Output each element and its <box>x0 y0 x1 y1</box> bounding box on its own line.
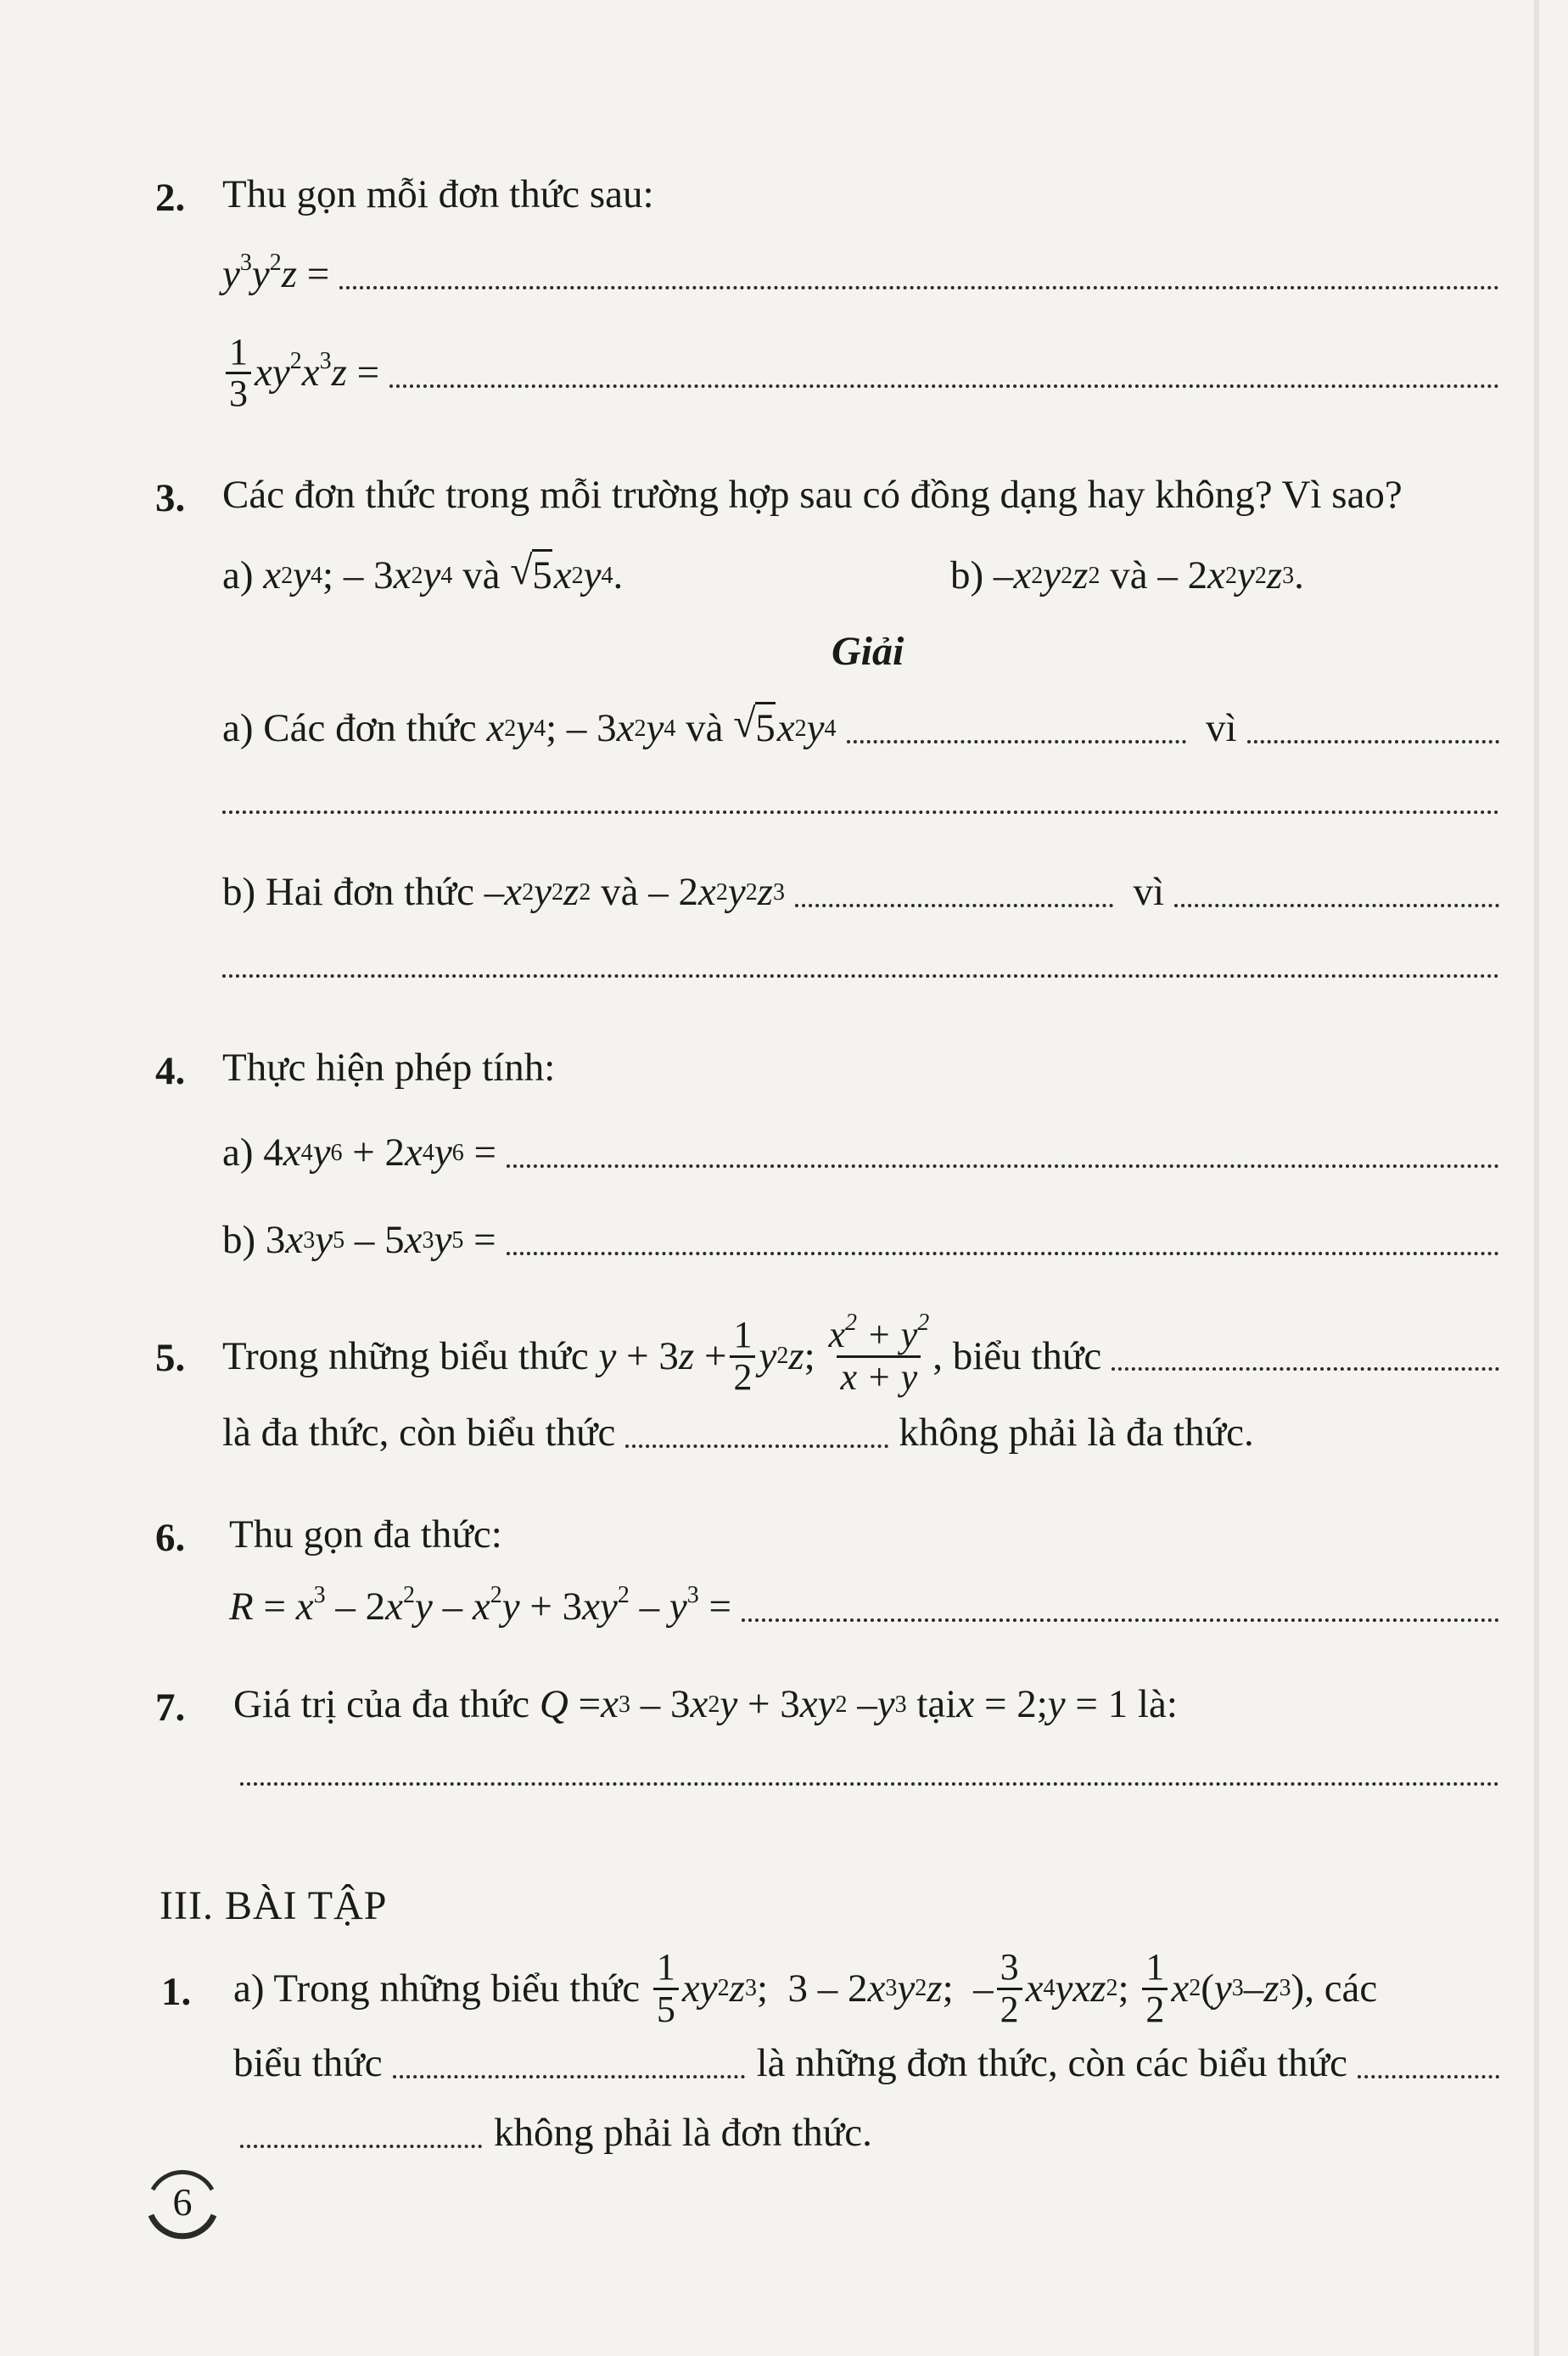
q2-answer-line-2[interactable] <box>389 384 1499 388</box>
q5-number: 5. <box>155 1336 186 1380</box>
q2-answer-line-1[interactable] <box>339 286 1499 289</box>
q2-expr1-row <box>222 250 1499 296</box>
ex1-line2a: biểu thức <box>233 2041 383 2085</box>
q4-b-answer[interactable] <box>507 1252 1499 1255</box>
ex1-row-3 <box>240 2113 872 2153</box>
q5-line2-prefix: là đa thức, còn biểu thức <box>222 1411 616 1455</box>
fraction-denominator: 3 <box>226 372 251 413</box>
q3-sol-a-prefix: a) Các đơn thức <box>222 706 477 750</box>
ex1-fraction-fifth: $\frac{1}{5}$ <box>653 1948 679 2028</box>
q3-a-label: a) <box>222 553 254 597</box>
q7-prefix: Giá trị của đa thức <box>233 1682 530 1726</box>
sqrt-5-sol: √ 5 <box>733 701 776 750</box>
q5-fraction-half: $\frac{1}{2}$ <box>730 1315 755 1396</box>
q3-sol-b-reason[interactable] <box>1174 904 1499 907</box>
ex1-answer-1[interactable] <box>393 2075 745 2078</box>
fraction-numerator: 1 <box>229 331 248 373</box>
ex1-number: 1. <box>161 1970 192 2014</box>
solution-title: Giải <box>832 629 904 674</box>
q7-number: 7. <box>155 1686 186 1730</box>
ex1-answer-2[interactable] <box>1358 2075 1499 2078</box>
q3-sol-a-answer[interactable] <box>847 740 1186 743</box>
q7-row: Giá trị của đa thức Q = x 3 – 3 x 2 y + 3 xy 2 – y 3 tại x = 2; y = 1 là: <box>233 1682 1178 1726</box>
q7-answer[interactable] <box>240 1782 1499 1786</box>
q5-answer-2[interactable] <box>625 1444 888 1448</box>
q3-sol-b-answer[interactable] <box>795 904 1113 907</box>
q3-sol-a-reason[interactable] <box>1247 740 1499 743</box>
q2-expr1: $y^3y^2z$ = <box>222 250 330 296</box>
q6-title: Thu gọn đa thức: <box>229 1512 502 1557</box>
q3-sol-b-because: vì <box>1133 870 1165 914</box>
q4-a-answer[interactable] <box>507 1164 1499 1168</box>
q6-number: 6. <box>155 1516 186 1560</box>
q3-sol-b-and: và <box>601 870 639 914</box>
q5-line2-suffix: không phải là đa thức. <box>899 1411 1254 1455</box>
ex1-row: a) Trong những biểu thức $\frac{1}{5}$ xy 2 z 3 ; 3 – 2 x 3 y 2 z ; – $\frac{3}{2}$ x 4 yxz 2 ; $\frac{1}{2}$ x 2 ( y 3 – z 3 ) , các <box>233 1946 1378 2030</box>
q3-sol-a-reason-line-2[interactable] <box>222 811 1499 814</box>
q5-fraction-rational: $\frac{x^2 + y^2}{x + y}$ <box>828 1310 930 1398</box>
q2-fraction <box>226 333 251 413</box>
q3-a-and: và <box>462 553 501 597</box>
page-edge <box>1534 0 1539 2356</box>
q4-title: Thực hiện phép tính: <box>222 1046 556 1090</box>
ex1-fraction-half: $\frac{1}{2}$ <box>1142 1948 1168 2028</box>
q4-a-row: a) 4 x 4 y 6 + 2 x 4 y 6 = <box>222 1133 1499 1173</box>
q4-b-row: b) 3 x 3 y 5 – 5 x 3 y 5 = <box>222 1220 1499 1260</box>
ex1-fraction-three-halves: $\frac{3}{2}$ <box>997 1948 1022 2028</box>
ex1-prefix: a) Trong những biểu thức <box>233 1966 641 2011</box>
page-number: 6 <box>172 2180 193 2224</box>
q3-b-label: b) <box>950 553 984 597</box>
q2-title: Thu gọn mỗi đơn thức sau: <box>222 172 654 216</box>
ex1-line2b: là những đơn thức, còn các biểu thức <box>756 2041 1347 2085</box>
q3-solution-a-row: a) Các đơn thức x 2 y 4 ; – 3 x 2 y 4 và √ 5 x 2 y 4 vì <box>222 709 1499 749</box>
q5-answer-1[interactable] <box>1112 1367 1499 1371</box>
q3-option-a: a) x 2 y 4 ; – 3 x 2 y 4 và √ 5 x 2 y 4 . <box>222 548 624 597</box>
q5-row: Trong những biểu thức y + 3 z + $\frac{1}{2}$ y 2 z ; $\frac{x^2 + y^2}{x + y}$ , biểu thức <box>222 1307 1499 1405</box>
q2-expr2: $xy^2x^3z$ = <box>255 348 380 395</box>
ex1-suffix: , các <box>1304 1966 1378 2011</box>
q3-b-and: và <box>1110 553 1148 597</box>
q3-number: 3. <box>155 476 186 520</box>
ex1-line3: không phải là đơn thức. <box>494 2111 872 2155</box>
q3-sol-b-prefix: b) Hai đơn thức <box>222 870 475 914</box>
q6-answer[interactable] <box>742 1618 1499 1622</box>
q6-expr: $R = x^3 - 2x^2y - x^2y + 3xy^2 - y^3$ = <box>229 1582 731 1629</box>
q4-a-label: a) <box>222 1130 254 1175</box>
q3-title: Các đơn thức trong mỗi trường hợp sau có đồng dạng hay không? Vì sao? <box>222 473 1403 517</box>
q3-sol-a-because: vì <box>1206 706 1237 750</box>
ex1-answer-3[interactable] <box>240 2145 482 2148</box>
sqrt-5: √ 5 <box>510 548 552 597</box>
q3-sol-b-reason-line-2[interactable] <box>222 974 1499 978</box>
q2-number: 2. <box>155 176 186 220</box>
q4-b-label: b) <box>222 1218 256 1262</box>
q5-suffix: , biểu thức <box>932 1333 1102 1378</box>
q2-expr2-row <box>222 333 1499 413</box>
q5-row-2 <box>222 1413 1254 1453</box>
q6-expr-row <box>229 1582 1499 1629</box>
q7-suffix: là: <box>1137 1682 1178 1726</box>
q3-option-b: b) – x 2 y 2 z 2 và – 2 x 2 y 2 z 3 . <box>950 553 1304 597</box>
q5-prefix: Trong những biểu thức <box>222 1333 589 1378</box>
q3-sol-a-and: và <box>686 706 724 750</box>
section-title: III. BÀI TẬP <box>160 1883 388 1928</box>
q3-solution-b-row: b) Hai đơn thức – x 2 y 2 z 2 và – 2 x 2 y 2 z 3 vì <box>222 872 1499 912</box>
page-number-badge <box>136 2156 229 2249</box>
q4-number: 4. <box>155 1049 186 1093</box>
ex1-row-2 <box>233 2041 1499 2085</box>
